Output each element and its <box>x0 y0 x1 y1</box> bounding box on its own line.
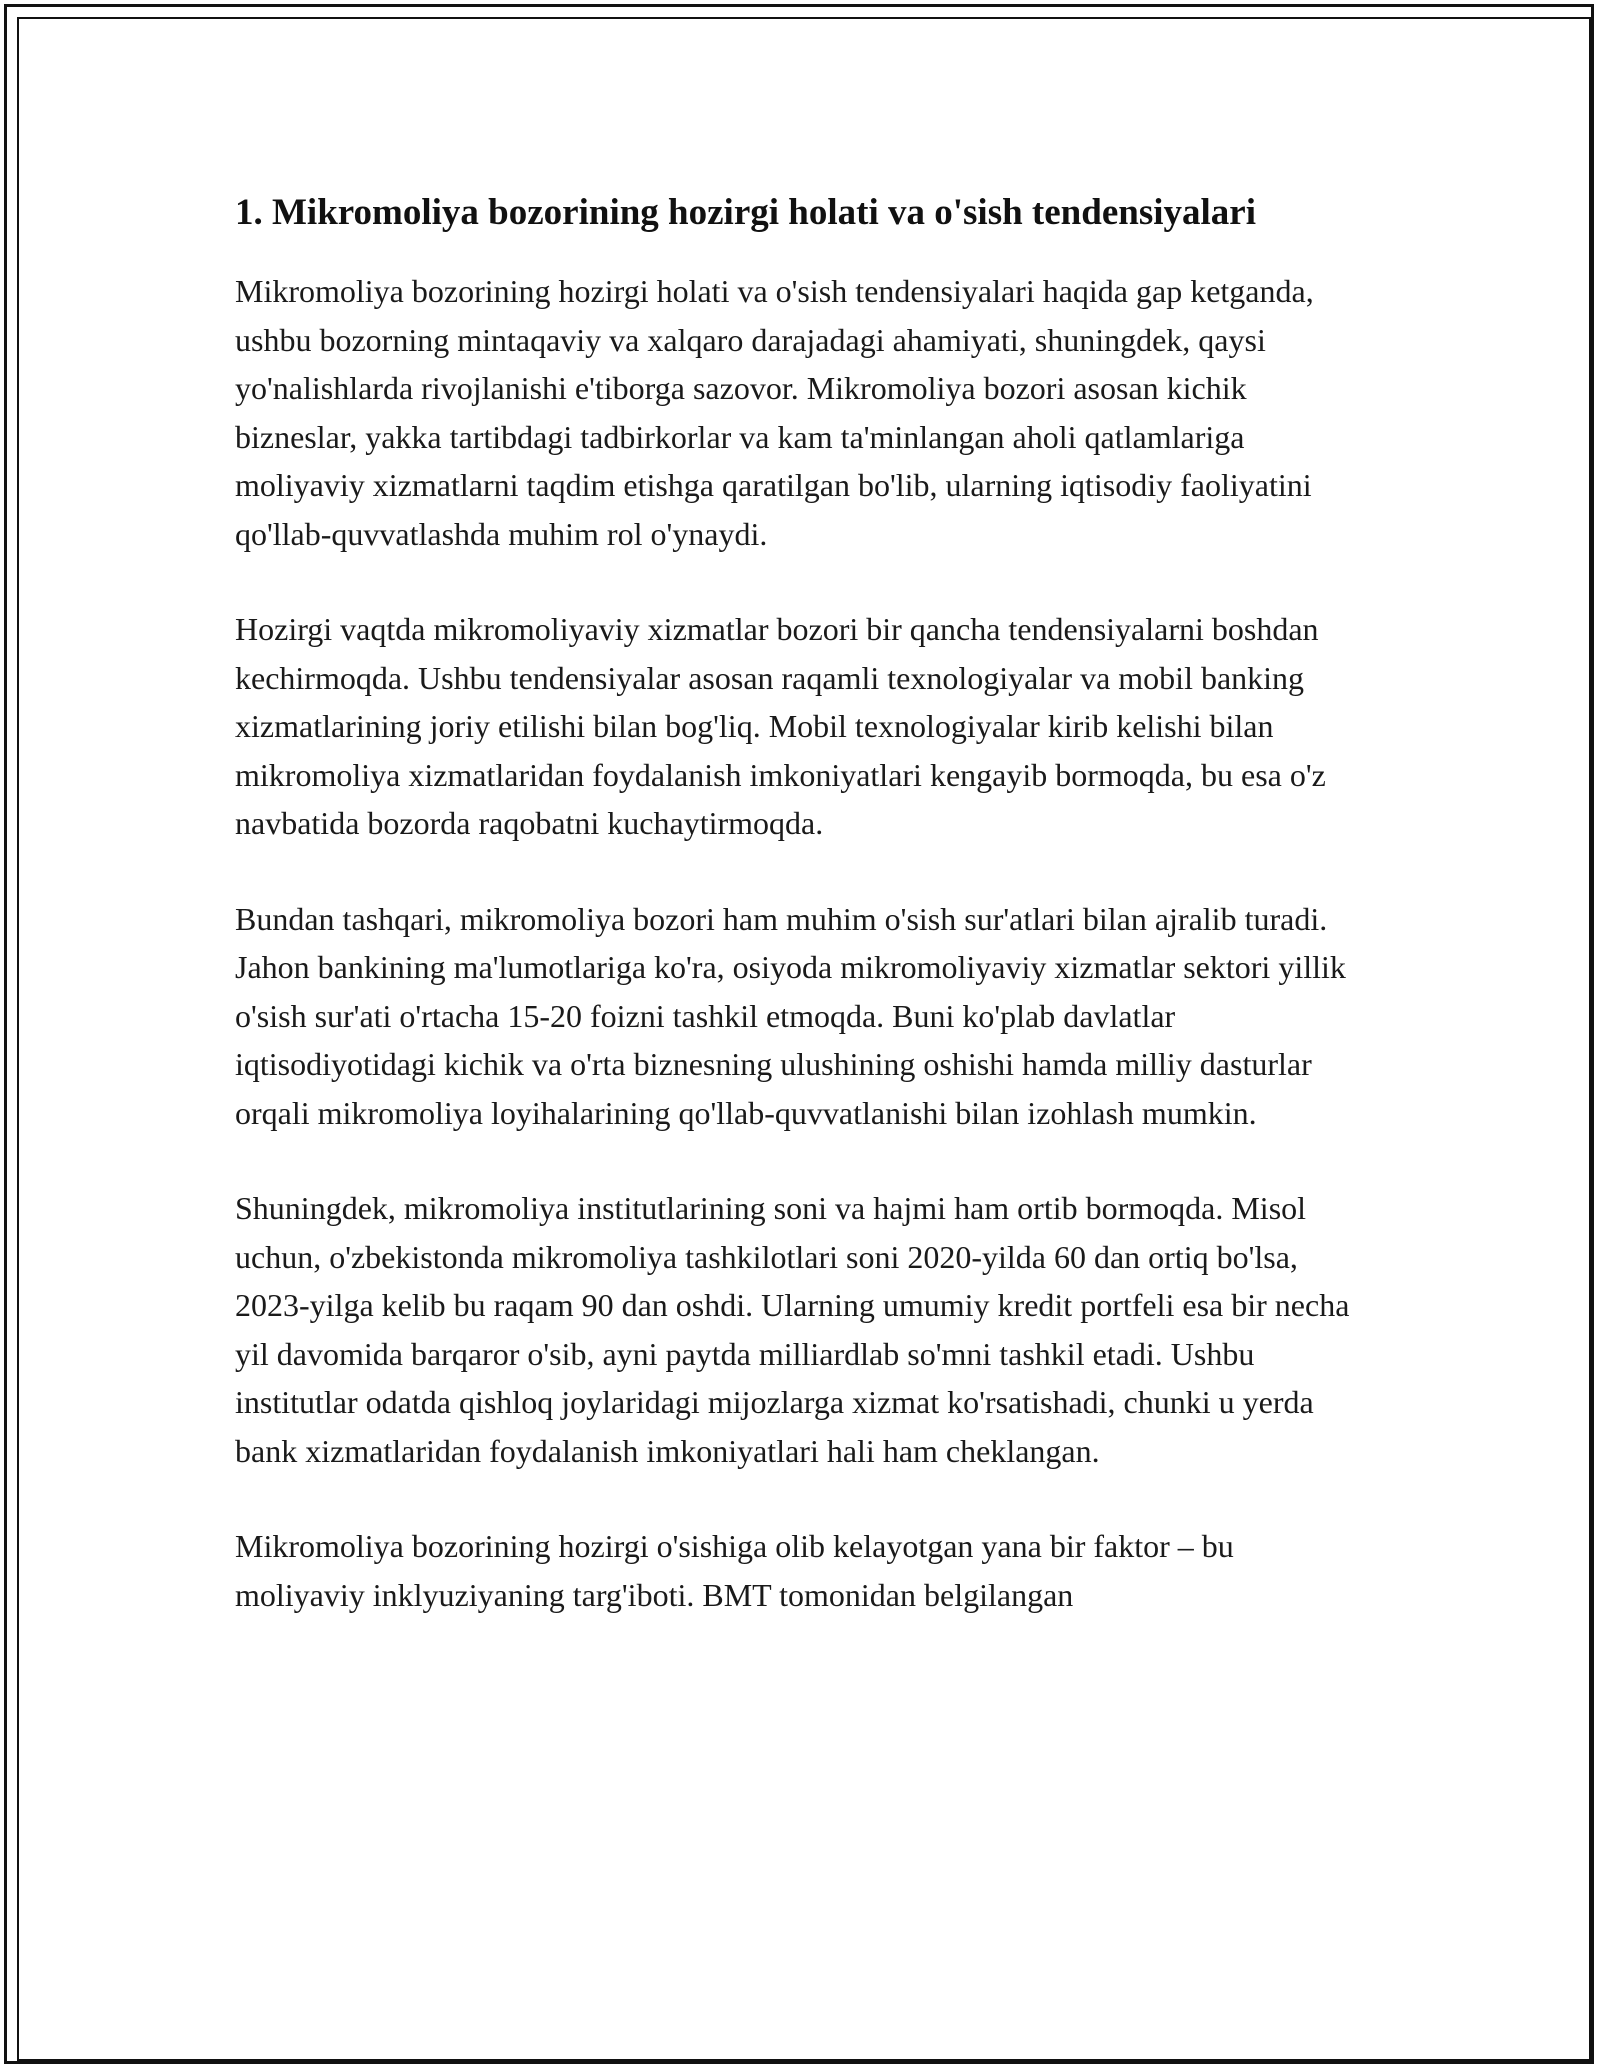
section-heading: 1. Mikromoliya bozorining hozirgi holati va o'sish tendensiyalari <box>235 192 1256 233</box>
document-body <box>235 185 1365 1666</box>
paragraph-5: Mikromoliya bozorining hozirgi o'sishiga olib kelayotgan yana bir faktor – bu moliyaviy inklyuziyaning targ'iboti. BMT tomonidan belgilangan <box>235 1528 1234 1613</box>
paragraph-2: Hozirgi vaqtda mikromoliyaviy xizmatlar bozori bir qancha tendensiyalarni boshdan kechirmoqda. Ushbu tendensiyalar asosan raqamli texnologiyalar va mobil banking xizmatlarining joriy etilishi bilan bog'liq. Mobil texnologiyalar kirib kelishi bilan mikromoliya xizmatlaridan foydalanish imkoniyatlari kengayib bormoqda, bu esa o'z navbatida bozorda raqobatni kuchaytirmoqda. <box>235 611 1326 841</box>
paragraph-4: Shuningdek, mikromoliya institutlarining soni va hajmi ham ortib bormoqda. Misol uchun, o'zbekistonda mikromoliya tashkilotlari soni 2020-yilda 60 dan ortiq bo'lsa, 2023-yilga kelib bu raqam 90 dan oshdi. Ularning umumiy kredit portfeli esa bir necha yil davomida barqaror o'sib, ayni paytda milliardlab so'mni tashkil etadi. Ushbu institutlar odatda qishloq joylaridagi mijozlarga xizmat ko'rsatishadi, chunki u yerda bank xizmatlaridan foydalanish imkoniyatlari hali ham cheklangan. <box>235 1190 1350 1469</box>
paragraph-3: Bundan tashqari, mikromoliya bozori ham muhim o'sish sur'atlari bilan ajralib turadi. Jahon bankining ma'lumotlariga ko'ra, osiyoda mikromoliyaviy xizmatlar sektori yillik o'sish sur'ati o'rtacha 15-20 foizni tashkil etmoqda. Buni ko'plab davlatlar iqtisodiyotidagi kichik va o'rta biznesning ulushining oshishi hamda milliy dasturlar orqali mikromoliya loyihalarining qo'llab-quvvatlanishi bilan izohlash mumkin. <box>235 900 1346 1131</box>
paragraph-1: Mikromoliya bozorining hozirgi holati va o'sish tendensiyalari haqida gap ketganda, ushbu bozorning mintaqaviy va xalqaro darajadagi ahamiyati, shuningdek, qaysi yo'nalishlarda rivojlanishi e'tiborga sazovor. Mikromoliya bozori asosan kichik bizneslar, yakka tartibdagi tadbirkorlar va kam ta'minlangan aholi qatlamlariga moliyaviy xizmatlarni taqdim etishga qaratilgan bo'lib, ularning iqtisodiy faoliyatini qo'llab-quvvatlashda muhim rol o'ynaydi. <box>235 273 1314 552</box>
